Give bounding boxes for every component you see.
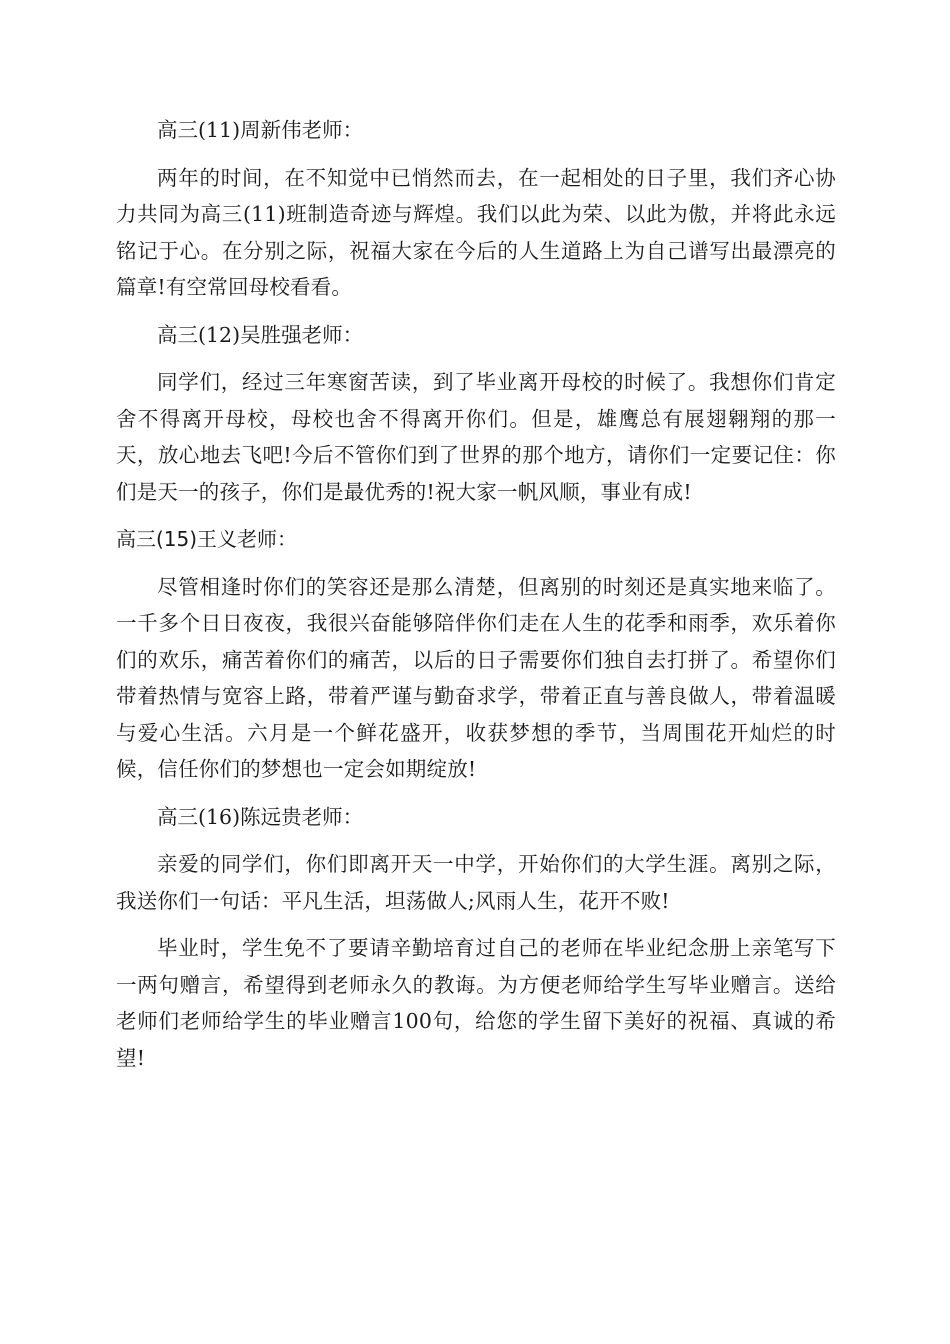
teacher-heading-15: 高三(15)王义老师：	[116, 527, 298, 551]
teacher-message-11: 两年的时间，在不知觉中已悄然而去，在一起相处的日子里，我们齐心协力共同为高三(11)班制造奇迹与辉煌。我们以此为荣、以此为傲，并将此永远铭记于心。在分别之际，祝福大家在今后的人生道路上为自己谱写出最漂亮的篇章!有空常回母校看看。	[116, 165, 836, 299]
teacher-message-16: 亲爱的同学们，你们即离开天一中学，开始你们的大学生涯。离别之际，我送你们一句话：平凡生活，坦荡做人;风雨人生，花开不败!	[116, 852, 836, 913]
teacher-message-12: 同学们，经过三年寒窗苦读，到了毕业离开母校的时候了。我想你们肯定舍不得离开母校，母校也舍不得离开你们。但是，雄鹰总有展翅翱翔的那一天，放心地去飞吧!今后不管你们到了世界的那个地方，请你们一定要记住：你们是天一的孩子，你们是最优秀的!祝大家一帆风顺，事业有成!	[116, 370, 836, 504]
teacher-message-15: 尽管相逢时你们的笑容还是那么清楚，但离别的时刻还是真实地来临了。一千多个日日夜夜，我很兴奋能够陪伴你们走在人生的花季和雨季，欢乐着你们的欢乐，痛苦着你们的痛苦，以后的日子需要你们独自去打拼了。希望你们带着热情与宽容上路，带着严谨与勤奋求学，带着正直与善良做人，带着温暖与爱心生活。六月是一个鲜花盛开，收获梦想的季节，当周围花开灿烂的时候，信任你们的梦想也一定会如期绽放!	[116, 574, 836, 781]
teacher-heading-12: 高三(12)吴胜强老师：	[157, 322, 364, 347]
document-body	[116, 112, 836, 1087]
closing-paragraph: 毕业时，学生免不了要请辛勤培育过自己的老师在毕业纪念册上亲笔写下一两句赠言，希望得到老师永久的教诲。为方便老师给学生写毕业赠言。送给老师们老师给学生的毕业赠言100句，给您的学生留下美好的祝福、真诚的希望!	[116, 936, 836, 1070]
teacher-heading-11: 高三(11)周新伟老师：	[157, 118, 364, 142]
teacher-heading-16: 高三(16)陈远贵老师：	[157, 804, 364, 829]
